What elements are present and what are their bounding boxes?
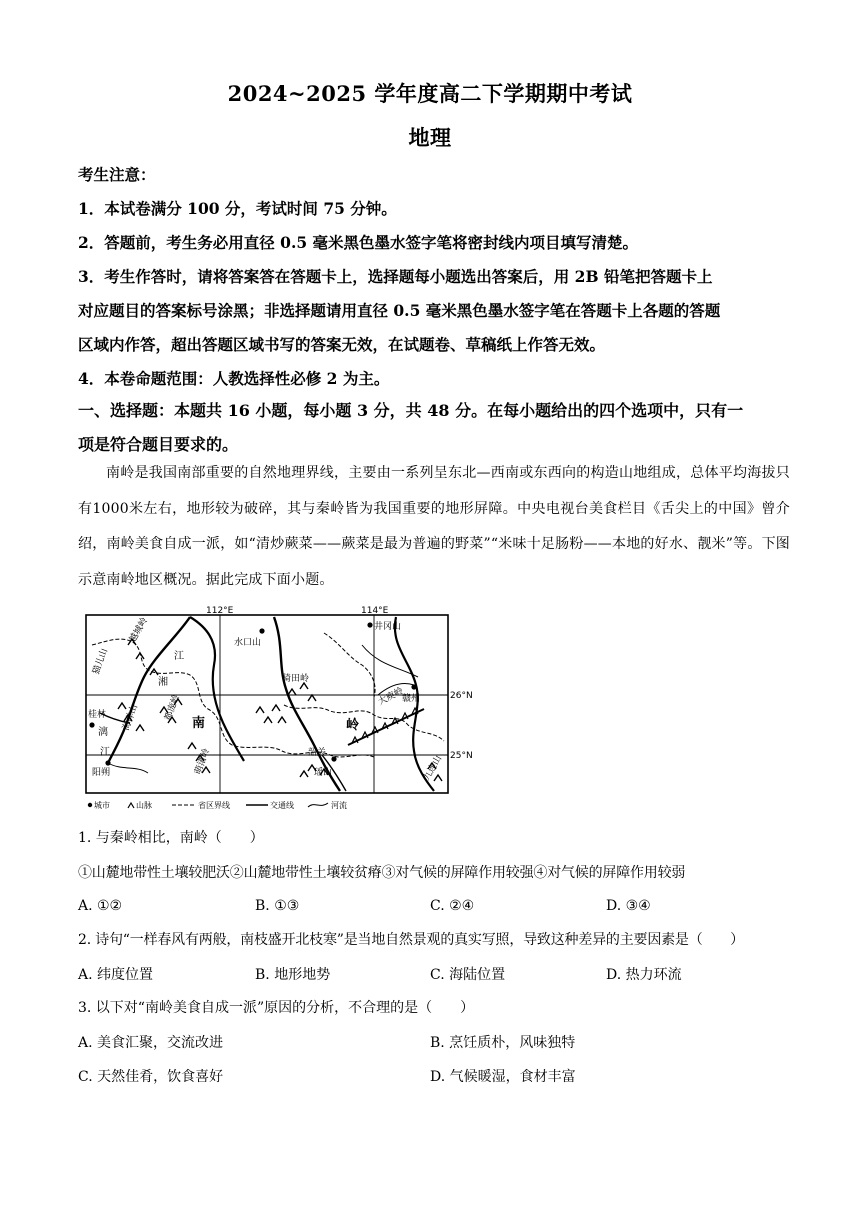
map-label: 漓 xyxy=(98,727,108,738)
question-stem: 2. 诗句“一样春风有两般，南枝盛开北枝寒”是当地自然景观的真实写照，导致这种差异的主要因素是（ ） xyxy=(78,932,744,948)
notice-item: 2．答题前，考生务必用直径 0.5 毫米黑色墨水签字笔将密封线内项目填写清楚。 xyxy=(78,233,639,252)
legend-label: 山脉 xyxy=(136,801,152,810)
question-stem: 3. 以下对“南岭美食自成一派”原因的分析，不合理的是（ ） xyxy=(78,1000,475,1016)
notice-item: 区域内作答，超出答题区域书写的答案无效，在试题卷、草稿纸上作答无效。 xyxy=(78,335,606,354)
notice-item: 对应题目的答案标号涂黑；非选择题请用直径 0.5 毫米黑色墨水签字笔在答题卡上各题的答题 xyxy=(78,301,721,320)
option-c[interactable]: C. 海陆位置 xyxy=(430,967,506,983)
section-line: 项是符合题目要求的。 xyxy=(78,435,239,454)
option-d[interactable]: D. 热力环流 xyxy=(606,967,682,983)
legend-label: 交通线 xyxy=(270,801,294,810)
map-label: 南 xyxy=(192,716,206,731)
option-d[interactable]: D. 气候暖湿，食材丰富 xyxy=(430,1069,576,1085)
map-label: 海洋山 xyxy=(121,703,141,733)
map-label: 桂林 xyxy=(88,710,107,720)
map-label: 井冈山 xyxy=(374,622,402,632)
map-label: 越城岭 xyxy=(127,616,151,645)
legend-label: 河流 xyxy=(331,801,347,810)
notice-heading: 考生注意： xyxy=(78,165,156,184)
legend-label: 省区界线 xyxy=(198,801,230,810)
lat-label: 25°N xyxy=(450,751,473,761)
option-b[interactable]: B. ①③ xyxy=(255,898,300,914)
map-label: 瑶山 xyxy=(314,768,333,778)
option-c[interactable]: C. ②④ xyxy=(430,898,475,914)
option-b[interactable]: B. 地形地势 xyxy=(255,967,331,983)
lon-label: 112°E xyxy=(206,606,234,616)
notice-block xyxy=(78,158,790,396)
map-label: 韶关 xyxy=(308,748,327,758)
subject-title: 地理 xyxy=(408,125,452,150)
notice-item: 3．考生作答时，请将答案答在答题卡上，选择题每小题选出答案后，用 2B 铅笔把答题卡上 xyxy=(78,267,713,286)
map-label: 江 xyxy=(174,651,184,662)
map-label: 阳朔 xyxy=(92,768,111,778)
map-label: 都庞岭 xyxy=(163,693,183,723)
option-b[interactable]: B. 烹饪质朴，风味独特 xyxy=(430,1035,576,1051)
lat-label: 26°N xyxy=(450,691,473,701)
map-label: 赣州 xyxy=(402,694,421,704)
legend-label: 城市 xyxy=(94,801,110,810)
map-label: 水口山 xyxy=(234,638,262,648)
option-c[interactable]: C. 天然佳肴，饮食喜好 xyxy=(78,1069,224,1085)
question-stem: 1. 与秦岭相比，南岭（ ） xyxy=(78,830,264,846)
exam-title: 2024~2025 学年度高二下学期期中考试 xyxy=(227,81,633,106)
map-label: 岭 xyxy=(346,718,360,733)
map-label: 湘 xyxy=(158,677,168,688)
map-label: 猫儿山 xyxy=(91,647,111,677)
reading-passage: 南岭是我国南部重要的自然地理界线，主要由一系列呈东北—西南或东西向的构造山地组成，总体平均海拔只有1000米左右，地形较为破碎，其与秦岭皆为我国重要的地形屏障。中央电视台美食栏目《舌尖上的中国》曾介绍，南岭美食自成一派，如“清炒蕨菜——蕨菜是最为普遍的野菜”“米味十足肠粉——本地的好水、靓米”等。下图示意南岭地区概况。据此完成下面小题。 xyxy=(78,465,790,588)
nanling-map xyxy=(78,605,473,813)
map-label: 萌渚岭 xyxy=(193,747,213,777)
lon-label: 114°E xyxy=(361,606,389,616)
notice-item: 4．本卷命题范围：人教选择性必修 2 为主。 xyxy=(78,369,390,388)
option-a[interactable]: A. 纬度位置 xyxy=(78,967,154,983)
map-label: 九连山 xyxy=(421,754,445,783)
option-d[interactable]: D. ③④ xyxy=(606,898,651,914)
section-heading xyxy=(78,394,790,462)
section-line: 一、选择题：本题共 16 小题，每小题 3 分，共 48 分。在每小题给出的四个选项中，只有一 xyxy=(78,401,744,420)
option-a[interactable]: A. 美食汇聚，交流改进 xyxy=(78,1035,224,1051)
map-label: 骑田岭 xyxy=(282,674,310,684)
map-label: 江 xyxy=(100,747,110,758)
map-label: 大庾岭 xyxy=(376,686,406,708)
notice-item: 1．本试卷满分 100 分，考试时间 75 分钟。 xyxy=(78,199,397,218)
question-statements: ①山麓地带性土壤较肥沃②山麓地带性土壤较贫瘠③对气候的屏障作用较强④对气候的屏障作用较弱 xyxy=(78,865,686,881)
option-a[interactable]: A. ①② xyxy=(78,898,123,914)
